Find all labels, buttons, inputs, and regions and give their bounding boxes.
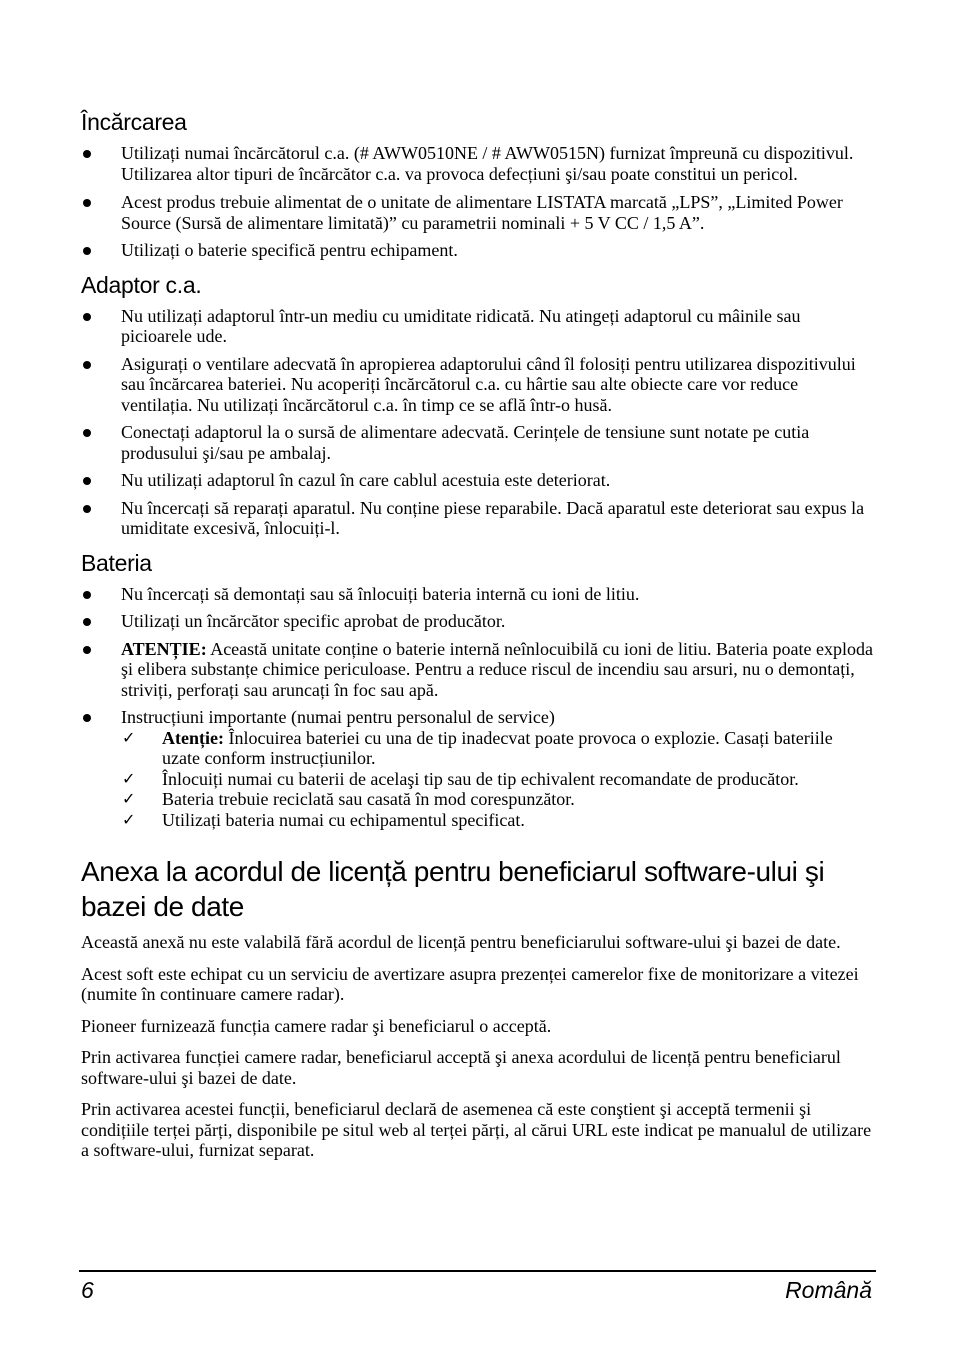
bullet-icon xyxy=(83,150,91,158)
adapter-list xyxy=(81,306,874,539)
bullet-icon xyxy=(83,477,91,485)
bullet-icon xyxy=(83,646,91,654)
bullet-icon xyxy=(83,361,91,369)
check-item-text: Înlocuirea bateriei cu una de tip inadecvat poate provoca o explozie. Casați bateriile uzate conform instrucțiunilor. xyxy=(162,727,833,768)
bullet-icon xyxy=(83,429,91,437)
paragraph: Această anexă nu este valabilă fără acordul de licență pentru beneficiarului software-ului şi bazei de date. xyxy=(81,932,841,952)
warning-label: ATENȚIE: xyxy=(121,638,207,659)
page-number: 6 xyxy=(81,1277,94,1303)
check-item xyxy=(121,789,874,810)
check-item xyxy=(121,810,874,831)
list-item xyxy=(81,192,874,233)
footer-divider xyxy=(79,1270,876,1272)
battery-list xyxy=(81,584,874,831)
list-item-text: Instrucțiuni importante (numai pentru personalul de service) xyxy=(121,707,555,727)
list-item-text: Nu încercați să demontați sau să înlocuiți bateria internă cu ioni de litiu. xyxy=(121,583,640,604)
list-item-text: Utilizați un încărcător specific aprobat de producător. xyxy=(121,611,506,631)
bullet-icon xyxy=(83,591,91,599)
bullet-icon xyxy=(83,199,91,207)
check-item xyxy=(121,769,874,790)
list-item-text: Asigurați o ventilare adecvată în apropierea adaptorului când îl folosiți pentru utilizarea dispozitivului sau încărcarea bateriei. Nu acoperiți încărcătorul c.a. cu hârtie sau alte obiecte care vor reduce ventilația. Nu utilizați încărcătorul c.a. în timp ce se află într-o husă. xyxy=(121,353,856,415)
service-instructions-list xyxy=(121,728,874,831)
caution-label: Atenție: xyxy=(162,727,224,748)
check-item-text: Utilizați bateria numai cu echipamentul specificat. xyxy=(162,809,525,830)
list-item xyxy=(81,240,874,261)
list-item xyxy=(81,639,874,701)
list-item xyxy=(81,584,874,605)
list-item xyxy=(81,707,874,830)
charging-list xyxy=(81,143,874,261)
paragraph: Pioneer furnizează funcția camere radar şi beneficiarul o acceptă. xyxy=(81,1015,552,1036)
heading-adapter: Adaptor c.a. xyxy=(81,271,202,298)
checkmark-icon: ✓ xyxy=(122,809,136,829)
heading-annex: Anexa la acordul de licență pentru beneficiarul software-ului şi bazei de date xyxy=(81,856,825,922)
document-page xyxy=(81,108,874,1161)
list-item-text: Nu utilizați adaptorul în cazul în care cablul acestuia este deteriorat. xyxy=(121,470,611,490)
checkmark-icon: ✓ xyxy=(122,727,136,747)
list-item xyxy=(81,354,874,416)
list-item xyxy=(81,422,874,463)
list-item-text: Nu încercați să reparați aparatul. Nu conține piese reparabile. Dacă aparatul este deteriorat sau expus la umiditate excesivă, înlocuiți-l. xyxy=(121,497,865,538)
heading-charging: Încărcarea xyxy=(81,109,187,135)
check-item xyxy=(121,728,874,769)
list-item xyxy=(81,498,874,539)
heading-battery: Bateria xyxy=(81,549,152,576)
bullet-icon xyxy=(83,618,91,626)
paragraph: Prin activarea acestei funcții, beneficiarul declară de asemenea că este conştient şi acceptă termenii şi condițiile terței părți, disponibile pe situl web al terței părți, al cărui URL este indicat pe manualul de utilizare a software-ului, furnizat separat. xyxy=(81,1099,872,1160)
footer-language: Română xyxy=(785,1277,872,1303)
annex-body xyxy=(81,932,874,1161)
list-item xyxy=(81,470,874,491)
list-item-text: Utilizați o baterie specifică pentru echipament. xyxy=(121,240,458,260)
bullet-icon xyxy=(83,313,91,321)
paragraph: Acest soft este echipat cu un serviciu de avertizare asupra prezenței camerelor fixe de monitorizare a vitezei (numite în continuare camere radar). xyxy=(81,963,859,1004)
list-item-text: Conectați adaptorul la o sursă de alimentare adecvată. Cerințele de tensiune sunt notate pe cutia produsului şi/sau pe ambalaj. xyxy=(121,422,810,463)
bullet-icon xyxy=(83,505,91,513)
list-item-text: Utilizați numai încărcătorul c.a. (# AWW0510NE / # AWW0515N) furnizat împreună cu dispozitivul. Utilizarea altor tipuri de încărcător c.a. va provoca defecțiuni şi/sau poate constitui un pericol. xyxy=(121,143,854,184)
list-item-text: Acest produs trebuie alimentat de o unitate de alimentare LISTATA marcată „LPS”, „Limited Power Source (Sursă de alimentare limitată)” cu parametrii nominali + 5 V CC / 1,5 A”. xyxy=(121,192,843,233)
checkmark-icon: ✓ xyxy=(122,789,136,808)
list-item xyxy=(81,143,874,184)
list-item-text: Această unitate conține o baterie internă neînlocuibilă cu ioni de litiu. Bateria poate exploda şi elibera substanțe chimice periculoase. Pentru a reduce riscul de incendiu sau arsuri, nu o demontați, striviți, perforați sau aruncați în foc sau apă. xyxy=(121,638,873,700)
list-item xyxy=(81,306,874,347)
bullet-icon xyxy=(83,247,91,255)
paragraph: Prin activarea funcției camere radar, beneficiarul acceptă şi anexa acordului de licență pentru beneficiarul software-ului şi bazei de date. xyxy=(81,1047,841,1088)
list-item xyxy=(81,611,874,632)
list-item-text: Nu utilizați adaptorul într-un mediu cu umiditate ridicată. Nu atingeți adaptorul cu mâinile sau picioarele ude. xyxy=(121,305,801,346)
checkmark-icon: ✓ xyxy=(122,768,136,788)
check-item-text: Bateria trebuie reciclată sau casată în mod corespunzător. xyxy=(162,789,575,809)
check-item-text: Înlocuiți numai cu baterii de acelaşi tip sau de tip echivalent recomandate de producător. xyxy=(162,768,799,789)
bullet-icon xyxy=(83,714,91,722)
